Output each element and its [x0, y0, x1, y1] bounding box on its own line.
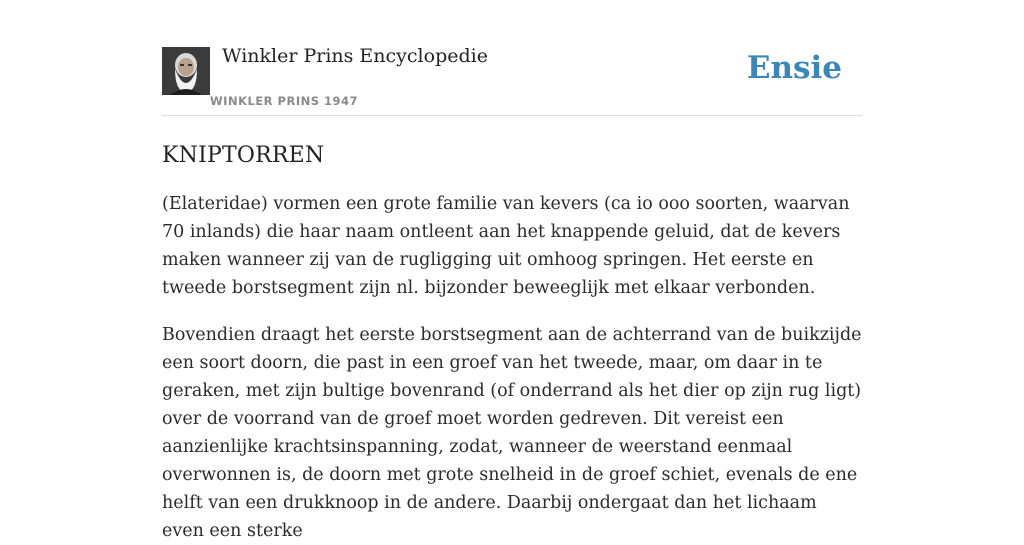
ensie-logo-link[interactable]: Ensie: [746, 50, 842, 86]
portrait-avatar-icon[interactable]: [162, 47, 210, 95]
article-paragraph-2: Bovendien draagt het eerste borstsegment aan de achterrand van de buikzijde een soort doorn, die past in een groef van het tweede, maar, om daar in te geraken, met zijn bultige bovenrand (of onderrand als het dier op zijn rug ligt) over de voorrand van de groef moet worden gedreven. Dit vereist een aanzienlijke krachtsinspanning, zodat, wanneer de weerstand eenmaal overwonnen is, de doorn met grote snelheid in de groef schiet, evenals de ene helft van een drukknoop in de andere. Daarbij ondergaat dan het lichaam even een sterke: [162, 325, 862, 541]
article-container: [162, 0, 862, 545]
source-name[interactable]: Winkler Prins Encyclopedie: [222, 45, 488, 67]
article-paragraph-1: (Elateridae) vormen een grote familie van kevers (ca io ooo soorten, waarvan 70 inlands) die haar naam ontleent aan het knappende geluid, dat de kevers maken wanneer zij van de rugligging uit omhoog springen. Het eerste en tweede borstsegment zijn nl. bijzonder beweeglijk met elkaar verbonden.: [162, 194, 850, 298]
article-title: KNIPTORREN: [162, 143, 325, 168]
source-header: [162, 0, 862, 116]
source-tag[interactable]: WINKLER PRINS 1947: [210, 94, 359, 108]
